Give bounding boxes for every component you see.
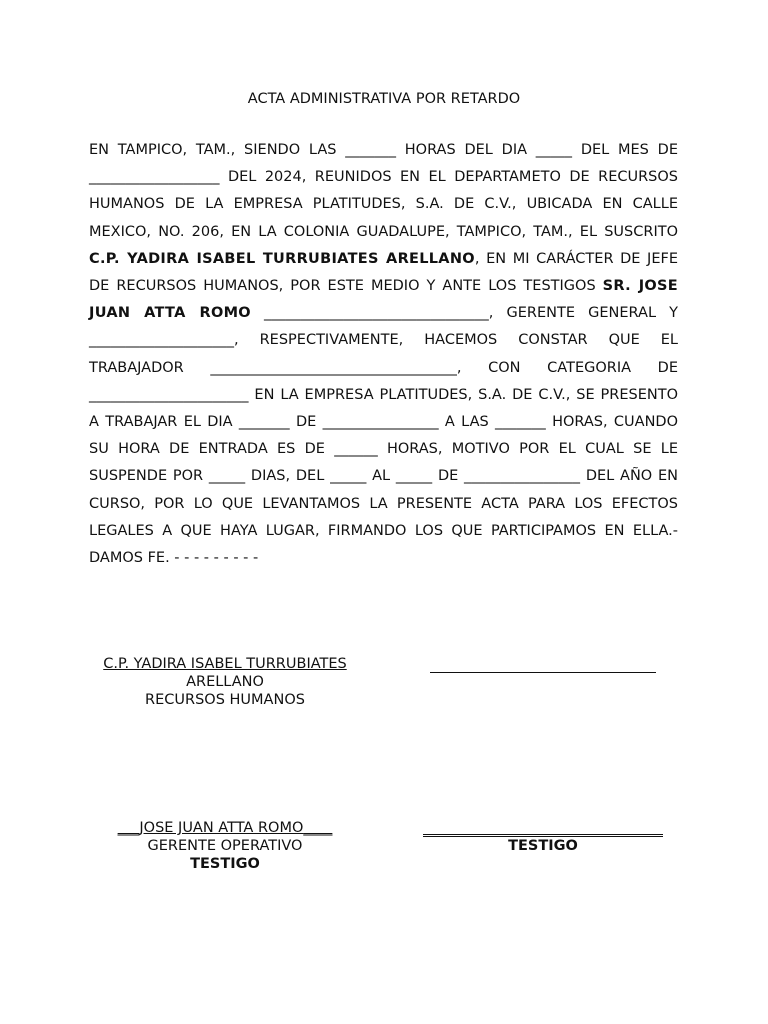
witness-1-role: GERENTE OPERATIVO [147, 838, 303, 854]
witness-1-signature-line: ___JOSE JUAN ATTA ROMO____ [117, 820, 333, 836]
hr-signature-role: RECURSOS HUMANOS [145, 692, 305, 708]
body-part-1: EN TAMPICO, TAM., SIENDO LAS _______ HORAS DEL DIA _____ DEL MES DE __________________ DEL 2024, REUNIDOS EN EL DEPARTAMETO DE RECURSOS HUMANOS DE LA EMPRESA PLATITUDES, S.A. DE C.V., UBICADA EN CALLE MEXICO, NO. 206, EN LA COLONIA GUADALUPE, TAMPICO, TAM., EL SUSCRITO [89, 142, 678, 240]
document-title: ACTA ADMINISTRATIVA POR RETARDO [247, 91, 521, 107]
witness-name-bold: SR. JOSE JUAN ATTA ROMO [89, 278, 678, 322]
signature-block-witness-2 [423, 837, 663, 855]
body-part-3: _______________________________, GERENTE GENERAL Y ____________________, RESPECTIVAMENTE, HACEMOS CONSTAR QUE EL TRABAJADOR __________________________________, CON CATEGORIA DE ______________________ EN LA EMPRESA PLATITUDES, S.A. DE C.V., SE PRESENTO A TRABAJAR EL DIA _______ DE ________________ A LAS _______ HORAS, CUANDO SU HORA DE ENTRADA ES DE ______ HORAS, MOTIVO POR EL CUAL SE LE SUSPENDE POR _____ DIAS, DEL _____ AL _____ DE ________________ DEL AÑO EN CURSO, POR LO QUE LEVANTAMOS LA PRESENTE ACTA PARA LOS EFECTOS LEGALES A QUE HAYA LUGAR, FIRMANDO LOS QUE PARTICIPAMOS EN ELLA.- DAMOS FE. - - - - - - - - - [89, 305, 678, 567]
hr-signature-name-cont: ARELLANO [186, 674, 264, 690]
witness-2-label: TESTIGO [508, 838, 578, 854]
signature-block-hr [90, 655, 360, 709]
witness-1-name: JOSE JUAN ATTA ROMO [139, 820, 304, 836]
signature-block-witness-1 [100, 819, 350, 873]
witness-1-label: TESTIGO [190, 856, 260, 872]
document-body [89, 137, 678, 572]
signature-line-blank [430, 656, 656, 673]
witness-2-signature-line [423, 820, 663, 837]
hr-signature-name: C.P. YADIRA ISABEL TURRUBIATES [103, 656, 347, 672]
hr-name-bold: C.P. YADIRA ISABEL TURRUBIATES ARELLANO [89, 250, 475, 267]
body-part-2: , EN MI CARÁCTER DE JEFE DE RECURSOS HUMANOS, POR ESTE MEDIO Y ANTE LOS TESTIGOS [89, 250, 678, 295]
